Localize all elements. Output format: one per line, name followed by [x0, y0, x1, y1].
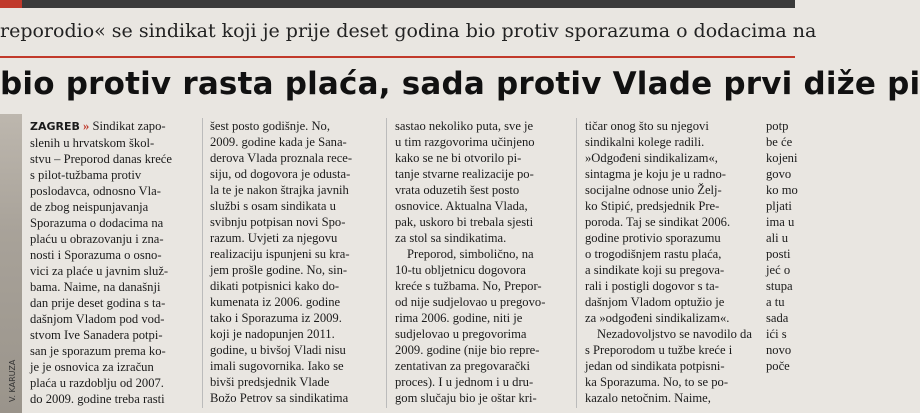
column-line: dikati potpisnici kako do- [210, 279, 340, 293]
column-line: poslodavca, odnosno Vla- [30, 184, 161, 198]
article-column-3 [395, 118, 557, 406]
column-line: tičar onog što su njegovi [585, 119, 709, 133]
column-line: sastao nekoliko puta, sve je [395, 119, 534, 133]
column-line: be će [766, 135, 793, 149]
column-line: ići s [766, 327, 787, 341]
subheadline: reporodio« se sindikat koji je prije deset godina bio protiv sporazuma o dodacima na [0, 20, 817, 42]
column-line: ko mo [766, 183, 798, 197]
column-line: sintagma je koju je u radno- [585, 167, 726, 181]
column-line: rima 2006. godine, niti je [395, 311, 523, 325]
column-line: jem prošle godine. No, sin- [210, 263, 348, 277]
column-line: proces). I u jednom i u dru- [395, 375, 534, 389]
column-line: ka Sporazuma. No, to se po- [585, 375, 729, 389]
column-line: šest posto godišnje. No, [210, 119, 330, 133]
column-line: stupa [766, 279, 793, 293]
column-line: u tim razgovorima učinjeno [395, 135, 535, 149]
column-line: dan prije deset godina s ta- [30, 296, 166, 310]
column-line: za stol sa sindikatima. [395, 231, 507, 245]
column-line: dašnjom Vladom optužio je [585, 295, 725, 309]
column-line: slenih u hrvatskom škol- [30, 136, 155, 150]
top-bar [0, 0, 795, 8]
column-divider [386, 118, 387, 408]
column-line: kako se ne bi otvorilo pi- [395, 151, 522, 165]
column-line: s pilot-tužbama protiv [30, 168, 142, 182]
column-line: stvu – Preporod danas kreće [30, 152, 172, 166]
column-line: imali sugovornika. Iako se [210, 359, 344, 373]
section-marker [0, 0, 22, 8]
column-line: san je sporazum prema ko- [30, 344, 166, 358]
column-line: Sporazuma o dodacima na [30, 216, 164, 230]
column-line: rali i postigli dogovor s ta- [585, 279, 719, 293]
dateline-arrow: » [83, 119, 90, 133]
column-line: siju, od dogovora je odusta- [210, 167, 351, 181]
column-line: poče [766, 359, 790, 373]
column-line: realizaciju ispunjeni su kra- [210, 247, 350, 261]
column-line: gom slučaju bio je oštar kri- [395, 391, 537, 405]
column-line: pljati [766, 199, 792, 213]
column-line: derova Vlada proznala rece- [210, 151, 353, 165]
column-line: godine protivio sporazumu [585, 231, 721, 245]
column-line: socijalne odnose unio Želj- [585, 183, 722, 197]
column-line: 10-tu obljetnicu dogovora [395, 263, 526, 277]
column-line: posti [766, 247, 791, 261]
column-line: tako i Sporazuma iz 2009. [210, 311, 342, 325]
column-line: kumenata iz 2006. godine [210, 295, 341, 309]
column-divider [202, 118, 203, 408]
headline: bio protiv rasta plaća, sada protiv Vlade prvi diže pi [0, 66, 920, 102]
column-line: bama. Naime, na današnji [30, 280, 161, 294]
column-line: vici za plaće u javnim služ- [30, 264, 169, 278]
column-line: svibnju potpisan novi Spo- [210, 215, 346, 229]
article-column-1 [30, 118, 198, 407]
column-line: zentativan za pregovarački [395, 359, 530, 373]
column-line: ZAGREB » Sindikat zapo- [30, 119, 166, 133]
column-line: jedan od sindikata potpisni- [585, 359, 725, 373]
column-line: poroda. Taj se sindikat 2006. [585, 215, 731, 229]
column-line: kojeni [766, 151, 798, 165]
column-line: s Preporodom u tužbe kreće i [585, 343, 733, 357]
column-divider [576, 118, 577, 408]
column-line: nosti i Sporazuma o osno- [30, 248, 162, 262]
column-line: a tu [766, 295, 785, 309]
column-line: sada [766, 311, 789, 325]
column-line: jeć o [766, 263, 791, 277]
column-line: »Odgođeni sindikalizam«, [585, 151, 718, 165]
article-column-2 [210, 118, 370, 406]
article-column-5-cropped [766, 118, 798, 374]
column-line: a sindikate koji su pregova- [585, 263, 725, 277]
column-line: koji je nadopunjen 2011. [210, 327, 335, 341]
column-line: la te je nakon štrajka javnih [210, 183, 349, 197]
column-line: od nije sudjelovao u pregovo- [395, 295, 546, 309]
column-line: Božo Petrov sa sindikatima [210, 391, 349, 405]
column-line: ali u [766, 231, 789, 245]
column-line: pak, uskoro bi trebala sjesti [395, 215, 534, 229]
column-line: novo [766, 343, 792, 357]
column-line: je je osnovica za izračun [30, 360, 154, 374]
column-line: ko Stipić, predsjednik Pre- [585, 199, 720, 213]
column-line: plaća u razdoblju od 2007. [30, 376, 164, 390]
column-line: o trogodišnjem rastu plaća, [585, 247, 722, 261]
column-line: Preporod, simbolično, na [407, 247, 534, 261]
column-line: Nezadovoljstvo se navodilo da [597, 327, 752, 341]
column-line: plaću u obrazovanju i zna- [30, 232, 164, 246]
column-line: stvom Ive Sanadera potpi- [30, 328, 163, 342]
column-line: za »odgođeni sindikalizam«. [585, 311, 730, 325]
column-line: 2009. godine kada je Sana- [210, 135, 347, 149]
article-column-4 [585, 118, 757, 406]
column-line: dašnjom Vladom pod vod- [30, 312, 165, 326]
column-line: tanje stvarne realizacije po- [395, 167, 534, 181]
column-line: ima u [766, 215, 795, 229]
column-line: potp [766, 119, 789, 133]
column-line: službi s osam sindikata u [210, 199, 336, 213]
column-line: govo [766, 167, 792, 181]
dateline: ZAGREB [30, 120, 80, 133]
column-line: sindikalni kolege radili. [585, 135, 705, 149]
column-line: kazalo netočnim. Naime, [585, 391, 711, 405]
header-rule [0, 56, 795, 58]
column-line: bivši predsjednik Vlade [210, 375, 330, 389]
column-line: 2009. godine (nije bio repre- [395, 343, 540, 357]
column-line: godine, u bivšoj Vladi nisu [210, 343, 346, 357]
column-line: osnovice. Aktualna Vlada, [395, 199, 528, 213]
column-line: de zbog neispunjavanja [30, 200, 149, 214]
column-line: sudjelovao u pregovorima [395, 327, 527, 341]
column-line: vrata oduzetih šest posto [395, 183, 520, 197]
column-line: razum. Uvjeti za njegovu [210, 231, 338, 245]
photo-credit: V. KARUZA [8, 359, 17, 402]
column-line: do 2009. godine treba rasti [30, 392, 165, 406]
column-line: kreće s tužbama. No, Prepor- [395, 279, 542, 293]
